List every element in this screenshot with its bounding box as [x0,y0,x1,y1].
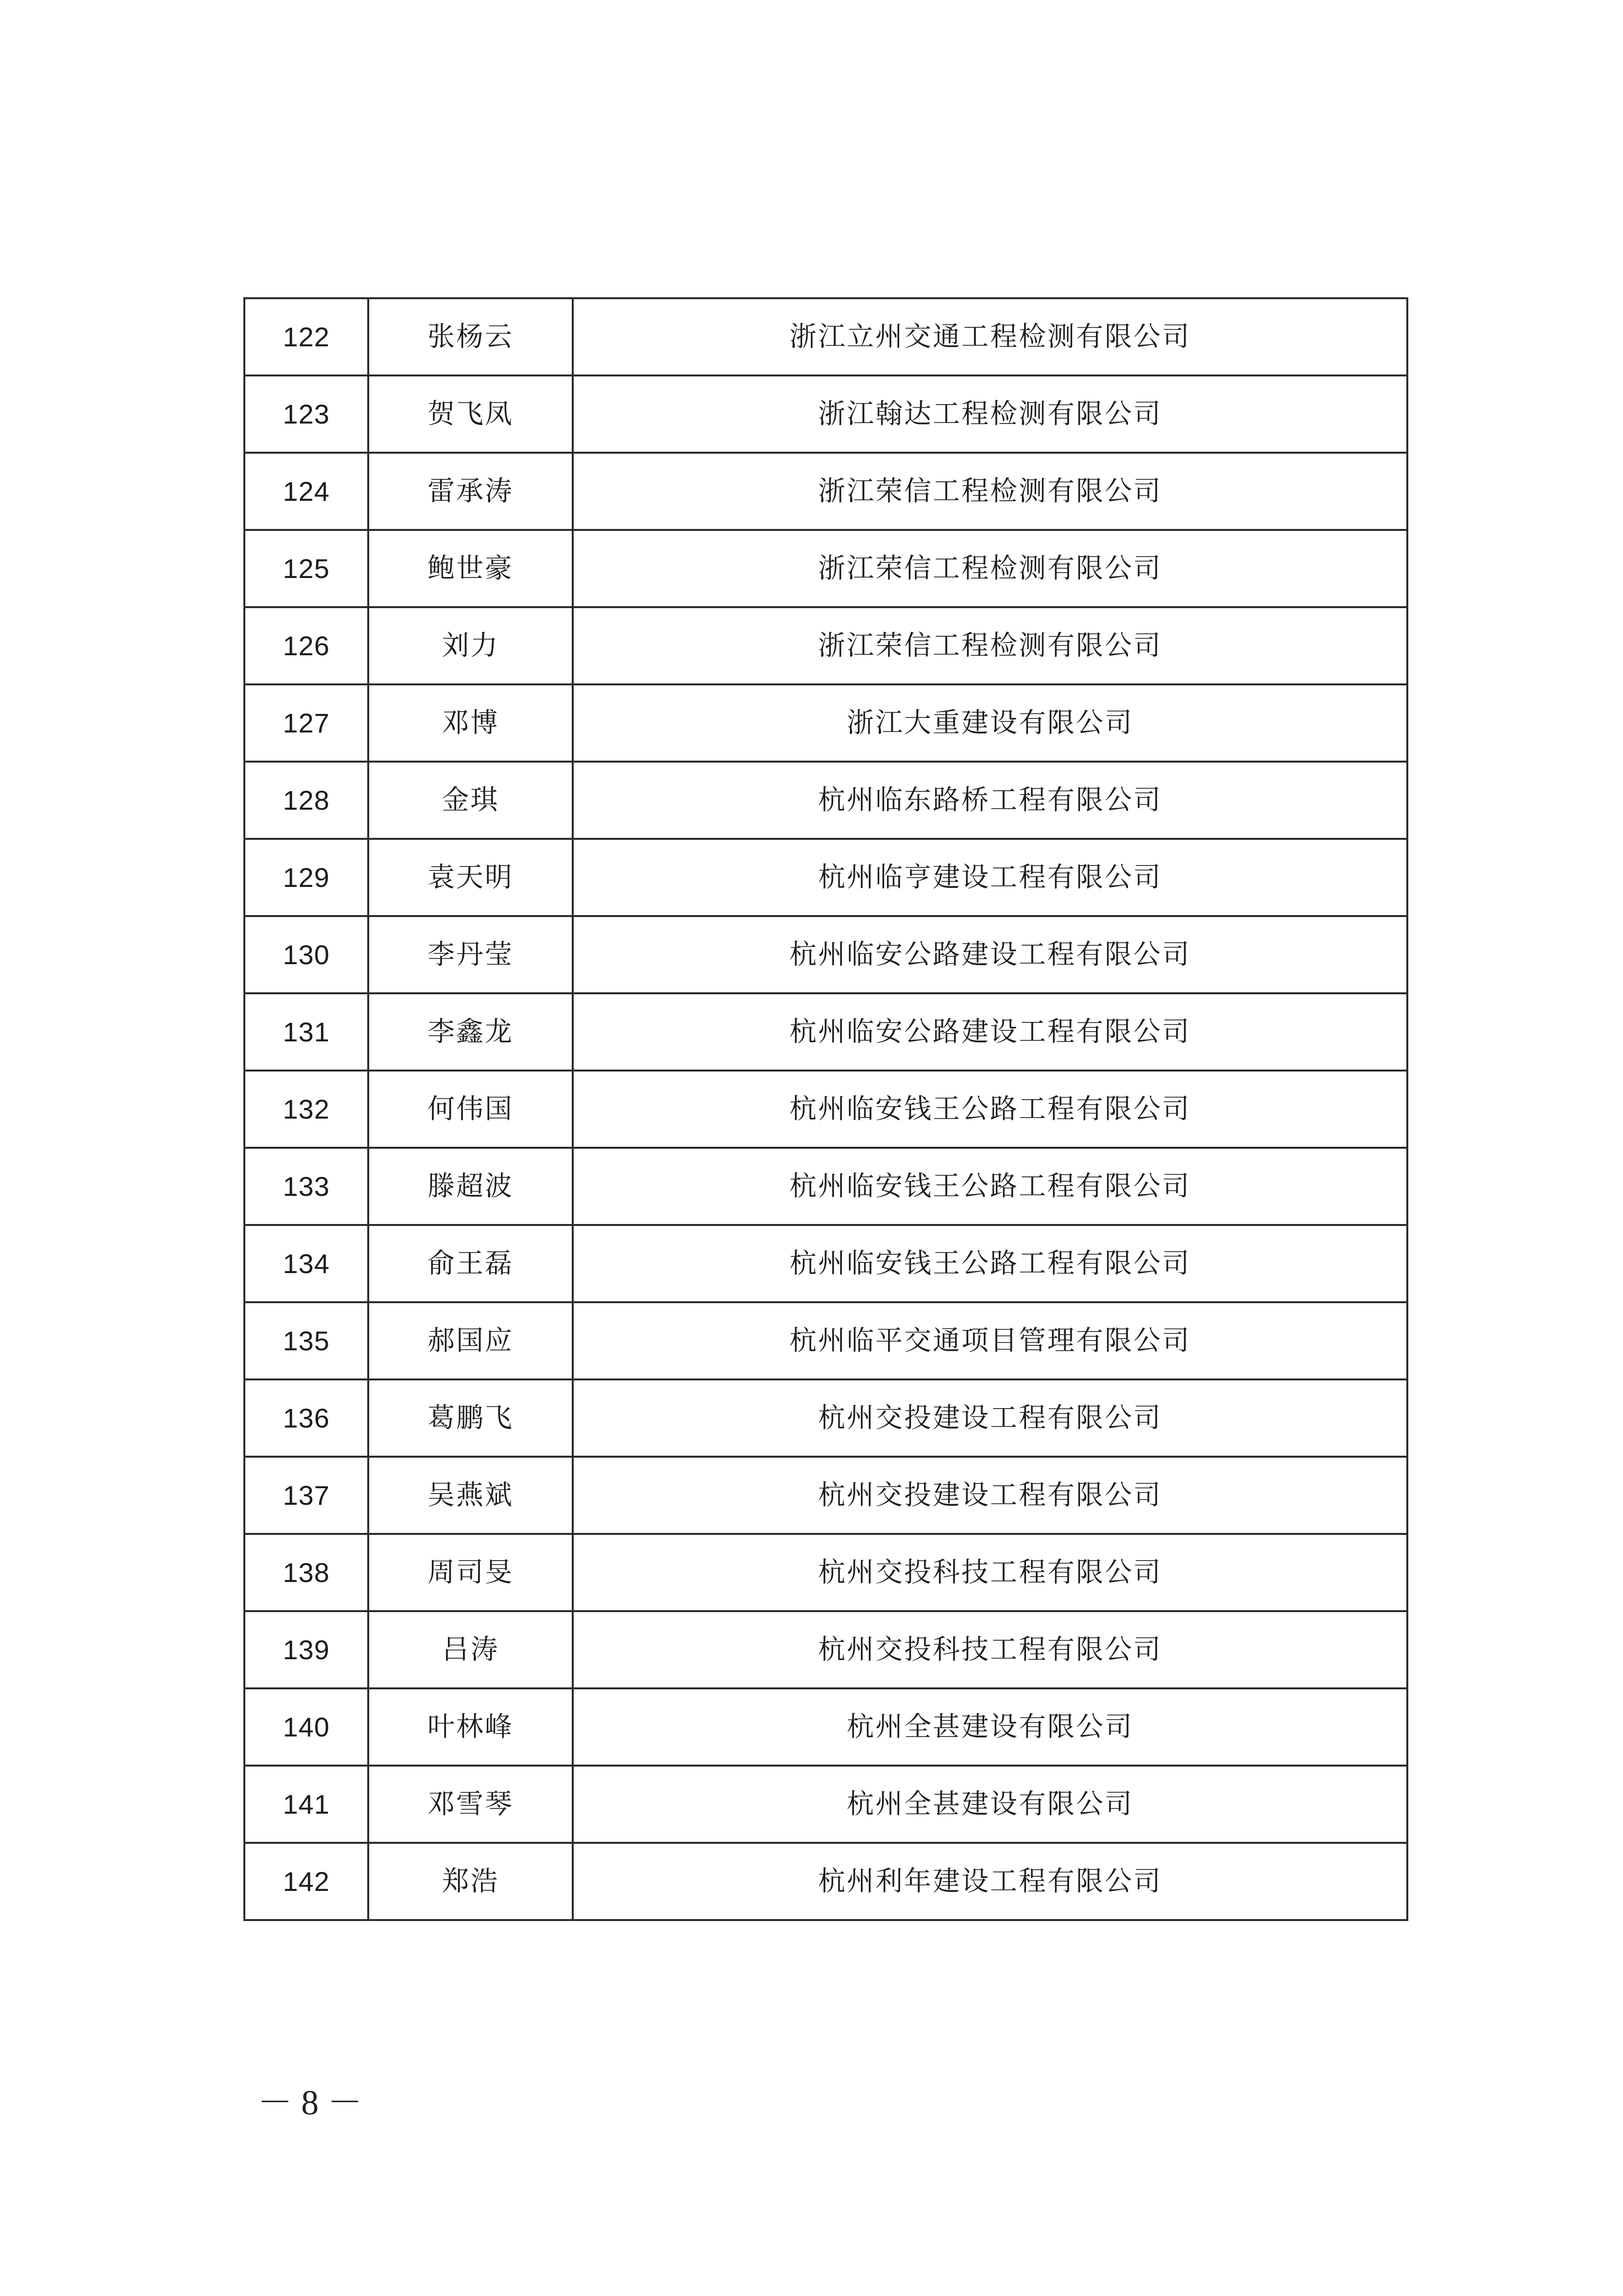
company-name: 浙江荣信工程检测有限公司 [573,607,1407,684]
company-name: 杭州临平交通项目管理有限公司 [573,1302,1407,1379]
table-row [244,1379,1407,1457]
row-number: 135 [244,1302,368,1379]
person-name: 邓雪琴 [368,1766,573,1843]
company-name: 杭州临安钱王公路工程有限公司 [573,1225,1407,1302]
table-row [244,684,1407,762]
table-row [244,1225,1407,1302]
row-number: 134 [244,1225,368,1302]
row-number: 122 [244,298,368,375]
table-row [244,916,1407,993]
row-number: 133 [244,1148,368,1225]
company-name: 杭州临安公路建设工程有限公司 [573,916,1407,993]
company-name: 杭州临东路桥工程有限公司 [573,762,1407,839]
row-number: 141 [244,1766,368,1843]
table-row [244,1534,1407,1611]
row-number: 139 [244,1611,368,1688]
person-name: 吴燕斌 [368,1457,573,1534]
company-name: 浙江大重建设有限公司 [573,684,1407,762]
company-name: 浙江立州交通工程检测有限公司 [573,298,1407,375]
table-row [244,453,1407,530]
table-row [244,1457,1407,1534]
row-number: 130 [244,916,368,993]
person-name: 吕涛 [368,1611,573,1688]
row-number: 132 [244,1071,368,1148]
table-row [244,1071,1407,1148]
table-row [244,839,1407,916]
person-name: 刘力 [368,607,573,684]
company-name: 杭州交投科技工程有限公司 [573,1534,1407,1611]
row-number: 129 [244,839,368,916]
company-name: 杭州利年建设工程有限公司 [573,1843,1407,1920]
row-number: 128 [244,762,368,839]
row-number: 140 [244,1688,368,1766]
company-name: 浙江荣信工程检测有限公司 [573,453,1407,530]
table-row [244,530,1407,607]
row-number: 126 [244,607,368,684]
company-name: 杭州临安钱王公路工程有限公司 [573,1071,1407,1148]
company-name: 浙江荣信工程检测有限公司 [573,530,1407,607]
person-name: 张杨云 [368,298,573,375]
table-row [244,1766,1407,1843]
person-name: 邓博 [368,684,573,762]
row-number: 125 [244,530,368,607]
person-name: 郝国应 [368,1302,573,1379]
row-number: 138 [244,1534,368,1611]
table-row [244,762,1407,839]
row-number: 137 [244,1457,368,1534]
table-row [244,607,1407,684]
table-row [244,993,1407,1071]
row-number: 131 [244,993,368,1071]
company-name: 杭州临安公路建设工程有限公司 [573,993,1407,1071]
company-name: 杭州全甚建设有限公司 [573,1688,1407,1766]
table-row [244,1688,1407,1766]
row-number: 136 [244,1379,368,1457]
table-row [244,375,1407,453]
table-row [244,1843,1407,1920]
person-name: 鲍世豪 [368,530,573,607]
person-name: 袁天明 [368,839,573,916]
person-name: 李丹莹 [368,916,573,993]
person-name: 周司旻 [368,1534,573,1611]
page-number: － 8 － [257,2083,363,2122]
roster-table [243,297,1408,1921]
company-name: 杭州交投科技工程有限公司 [573,1611,1407,1688]
row-number: 123 [244,375,368,453]
person-name: 雷承涛 [368,453,573,530]
person-name: 贺飞凤 [368,375,573,453]
table-row [244,1302,1407,1379]
company-name: 杭州交投建设工程有限公司 [573,1379,1407,1457]
row-number: 124 [244,453,368,530]
person-name: 李鑫龙 [368,993,573,1071]
row-number: 142 [244,1843,368,1920]
company-name: 杭州临亨建设工程有限公司 [573,839,1407,916]
row-number: 127 [244,684,368,762]
person-name: 滕超波 [368,1148,573,1225]
table-row [244,298,1407,375]
table-row [244,1148,1407,1225]
company-name: 杭州临安钱王公路工程有限公司 [573,1148,1407,1225]
person-name: 何伟国 [368,1071,573,1148]
person-name: 叶林峰 [368,1688,573,1766]
company-name: 浙江翰达工程检测有限公司 [573,375,1407,453]
person-name: 金琪 [368,762,573,839]
company-name: 杭州交投建设工程有限公司 [573,1457,1407,1534]
person-name: 俞王磊 [368,1225,573,1302]
table-row [244,1611,1407,1688]
person-name: 葛鹏飞 [368,1379,573,1457]
company-name: 杭州全甚建设有限公司 [573,1766,1407,1843]
person-name: 郑浩 [368,1843,573,1920]
